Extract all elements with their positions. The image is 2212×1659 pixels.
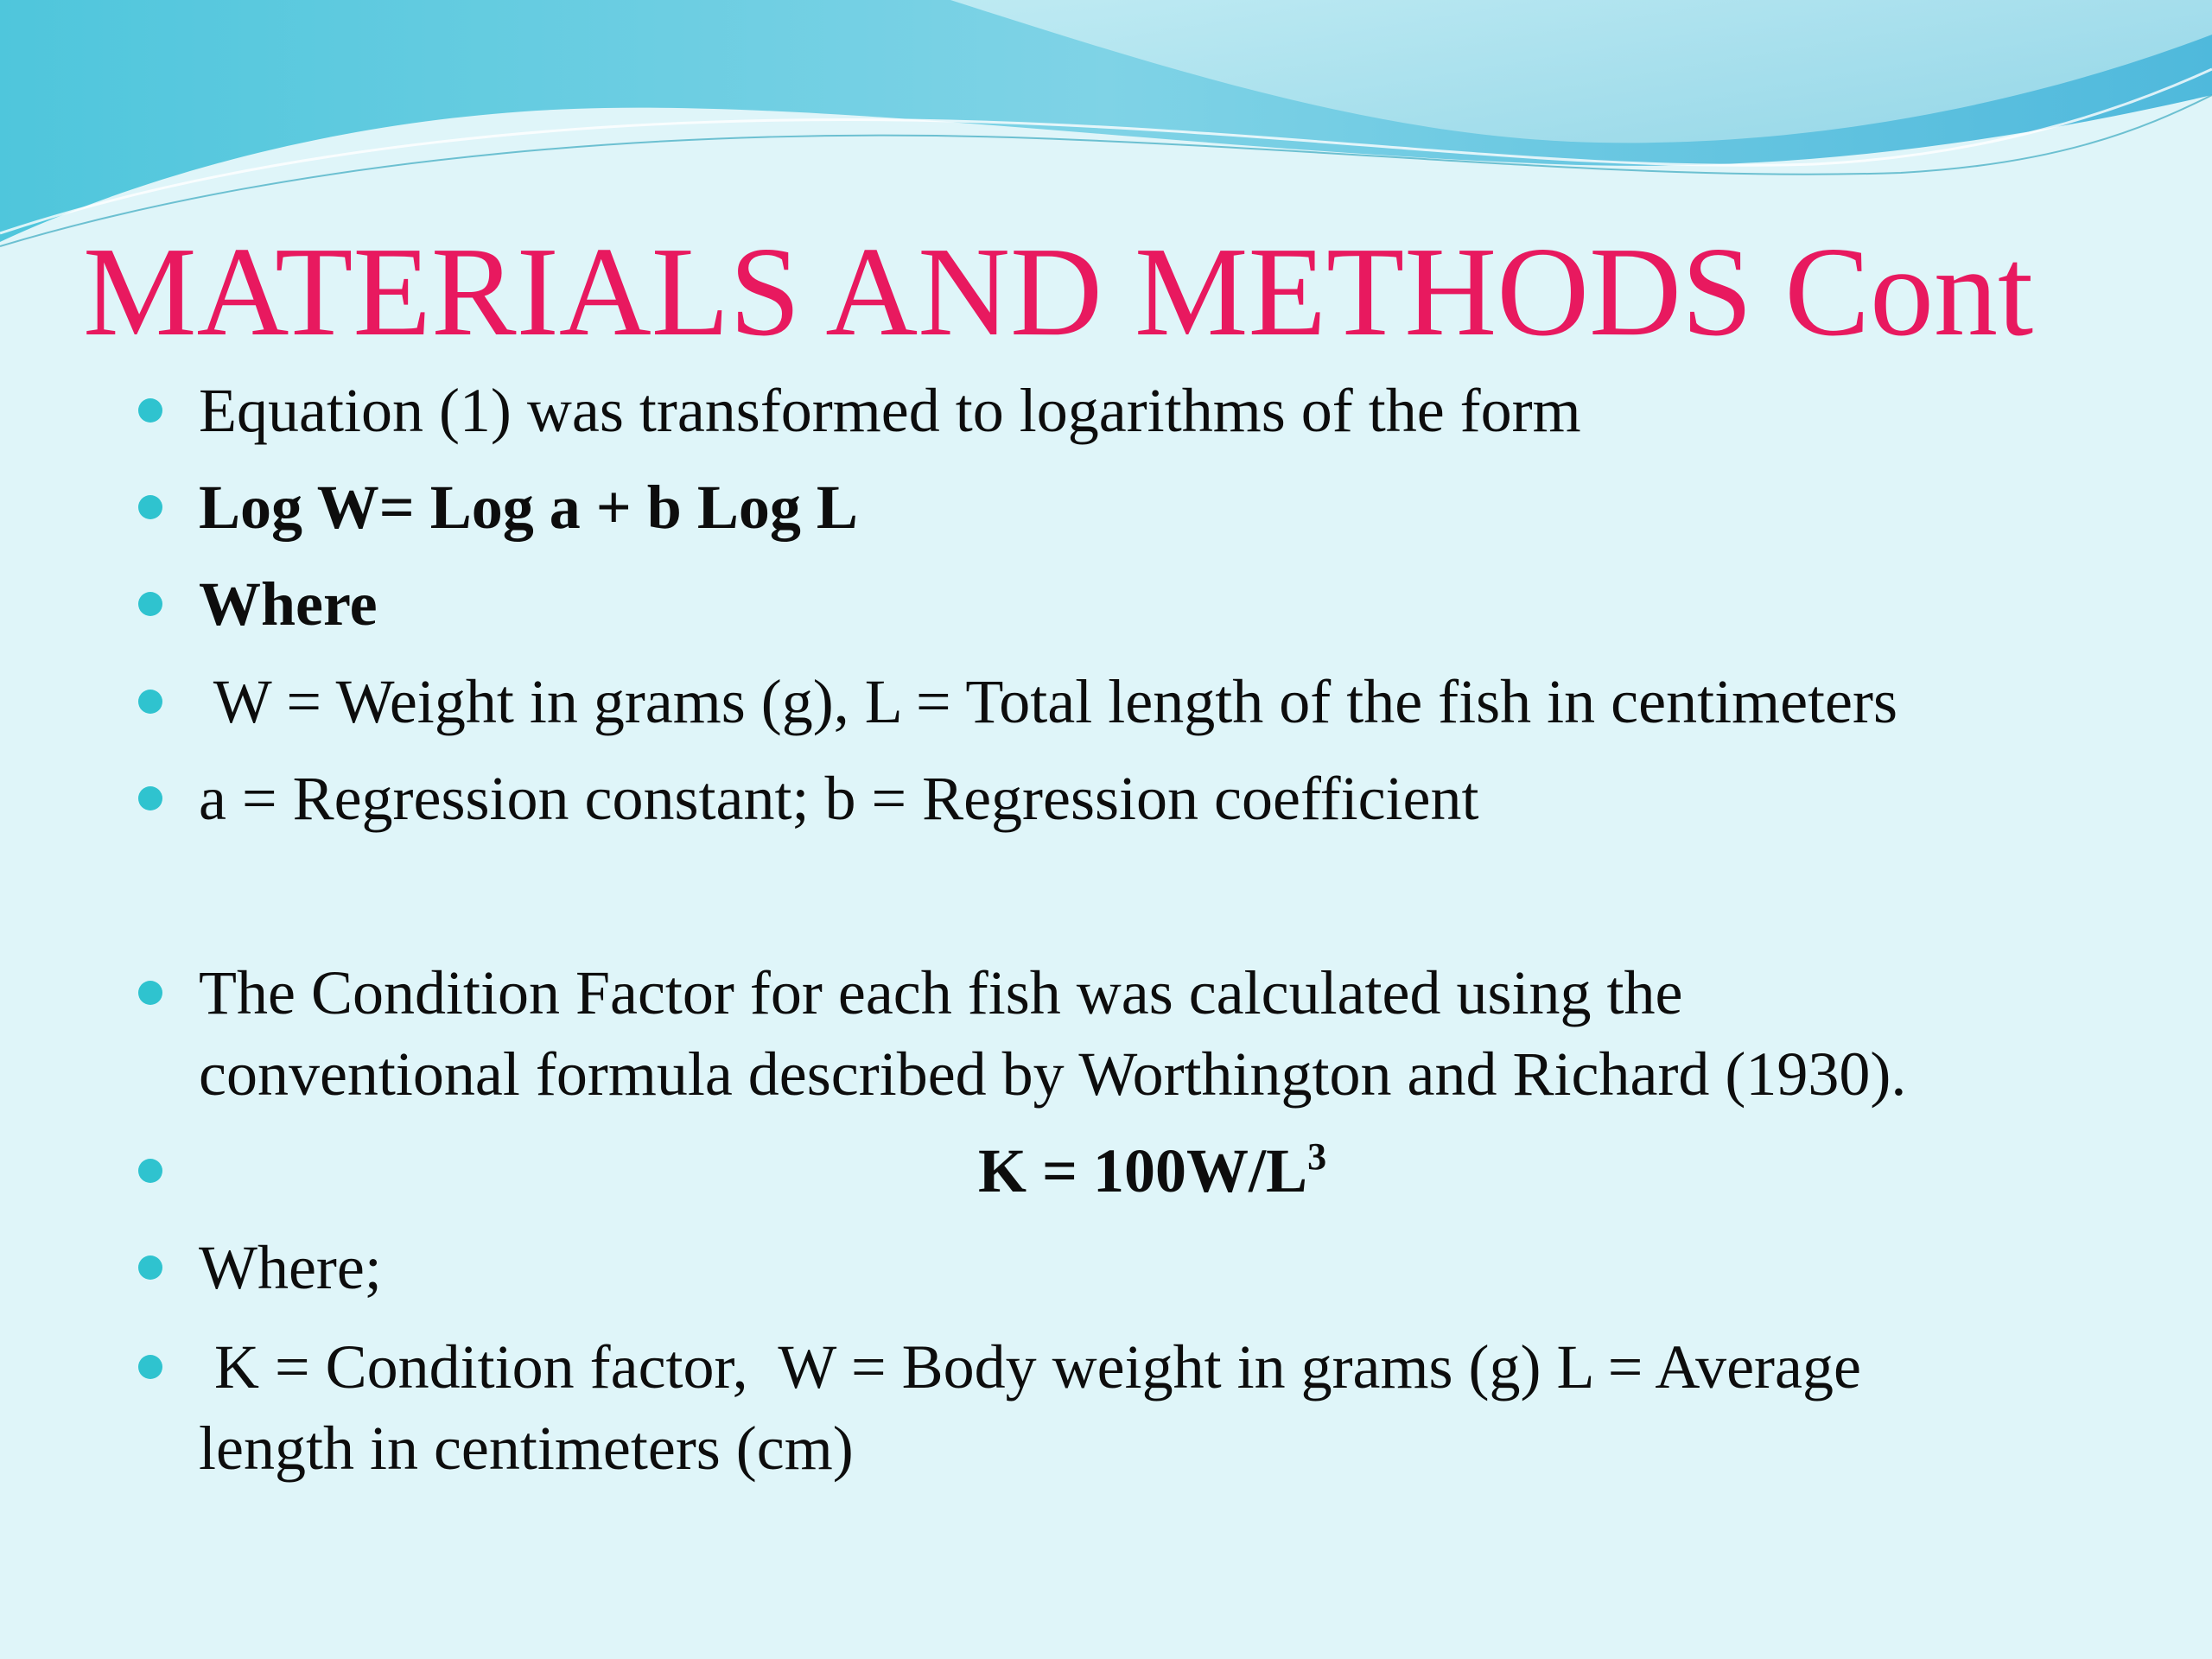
bullet-text-line: length in centimeters (cm) — [199, 1414, 854, 1483]
bullet-dot-icon — [138, 592, 162, 616]
formula-main: K = 100W/L — [978, 1136, 1308, 1205]
bullet-dot-icon — [138, 1255, 162, 1280]
bullet-dot-icon — [138, 1159, 162, 1183]
bullet-dot-icon — [138, 690, 162, 714]
bullet-text: Equation (1) was transformed to logarithms of the form — [199, 376, 1581, 445]
bullet-text-line: conventional formula described by Worthington and Richard (1930). — [199, 1039, 1907, 1109]
bullet-text: Where; — [199, 1233, 382, 1302]
bullet-text — [199, 952, 2126, 1115]
bullet-text — [199, 1326, 2126, 1489]
header-wave-decoration — [0, 0, 2212, 259]
bullet-text: W = Weight in grams (g), L = Total length of the fish in centimeters — [199, 667, 1898, 736]
bullet-text-line: The Condition Factor for each fish was calculated using the — [199, 958, 1683, 1027]
bullet-text: Where — [199, 569, 378, 639]
bullet-dot-icon — [138, 981, 162, 1005]
bullet-dot-icon — [138, 495, 162, 519]
bullet-dot-icon — [138, 786, 162, 810]
slide-title: MATERIALS AND METHODS Cont — [83, 221, 2034, 363]
condition-factor-formula — [978, 1130, 1326, 1220]
bullet-dot-icon — [138, 398, 162, 423]
bullet-dot-icon — [138, 1355, 162, 1379]
formula-exponent: 3 — [1307, 1135, 1327, 1178]
bullet-text: a = Regression constant; b = Regression coefficient — [199, 764, 1479, 833]
bullet-text-line: K = Condition factor, W = Body weight in grams (g) L = Average — [199, 1332, 1861, 1402]
log-equation: Log W= Log a + b Log L — [199, 473, 858, 542]
